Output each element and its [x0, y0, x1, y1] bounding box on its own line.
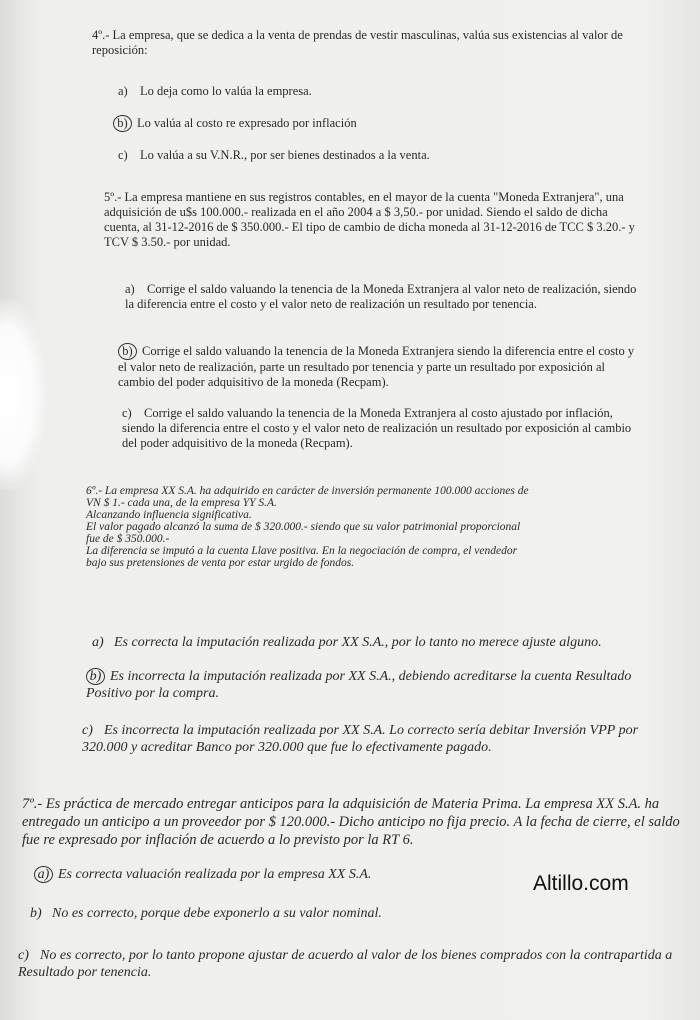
- question-6-option-c: [82, 722, 682, 756]
- question-6-line: La diferencia se imputó a la cuenta Llave positiva. En la negociación de compra, el vendedor: [86, 545, 518, 557]
- question-5-option-c: [122, 406, 642, 451]
- question-6-option-a: [92, 634, 672, 651]
- option-text: Lo deja como lo valúa la empresa.: [140, 84, 312, 98]
- question-6-line: bajo sus pretensiones de venta por estar urgido de fondos.: [86, 557, 355, 569]
- question-6-line: fue de $ 350.000.-: [86, 533, 170, 545]
- answer-circle-mark: b): [118, 343, 137, 360]
- option-text: Corrige el saldo valuando la tenencia de la Moneda Extranjera al valor neto de realización, siendo la diferencia entre el costo y el valor neto de realización un resultado por tenencia.: [125, 282, 637, 311]
- question-4-option-a: [118, 84, 618, 99]
- question-5-text: 5º.- La empresa mantiene en sus registros contables, en el mayor de la cuenta "Moneda Extranjera", una adquisición de u$s 100.000.- realizada en el año 2004 a $ 3,50.- por unidad. Siendo el saldo de dicha cuenta, al 31-12-2016 de $ 350.000.- El tipo de cambio de dicha moneda al 31-12-2016 de TCC $ 3.20.- y TCV $ 3.50.- por unidad.: [104, 190, 635, 249]
- question-4-option-c: [118, 148, 638, 163]
- option-text: Es correcta la imputación realizada por XX S.A., por lo tanto no merece ajuste alguno.: [114, 635, 602, 650]
- light-glare: [0, 300, 45, 490]
- answer-circle-mark: a): [34, 866, 53, 883]
- option-letter: c): [18, 948, 29, 963]
- question-4-text: 4º.- La empresa, que se dedica a la venta de prendas de vestir masculinas, valúa sus existencias al valor de reposición:: [92, 28, 623, 57]
- option-letter: c): [122, 406, 132, 420]
- option-letter: a): [118, 84, 128, 98]
- question-6: [86, 485, 656, 569]
- question-4: [92, 28, 637, 58]
- question-5: [104, 190, 639, 250]
- question-6-line: Alcanzando influencia significativa.: [86, 509, 252, 521]
- altillo-watermark: Altillo.com: [533, 872, 629, 895]
- question-7-text: 7º.- Es práctica de mercado entregar anticipos para la adquisición de Materia Prima. La empresa XX S.A. ha entregado un anticipo a un proveedor por $ 120.000.- Dicho anticipo no fija precio. A la fecha de cierre, el saldo fue re expresado por inflación de acuerdo a lo previsto por la RT 6.: [22, 796, 680, 848]
- question-6-option-b: [86, 668, 676, 702]
- answer-circle-mark: b): [86, 668, 105, 685]
- option-letter: c): [118, 148, 128, 162]
- question-7-option-a: [34, 866, 514, 883]
- option-text: Es incorrecta la imputación realizada por XX S.A. Lo correcto sería debitar Inversión VPP por 320.000 y acreditar Banco por 320.000 que fue lo efectivamente pagado.: [82, 723, 639, 755]
- question-6-line: El valor pagado alcanzó la suma de $ 320.000.- siendo que su valor patrimonial proporcional: [86, 521, 521, 533]
- question-7: [22, 795, 682, 849]
- option-letter: a): [125, 282, 135, 296]
- option-text: No es correcto, porque debe exponerlo a su valor nominal.: [52, 906, 382, 921]
- option-text: Corrige el saldo valuando la tenencia de la Moneda Extranjera siendo la diferencia entre el costo y el valor neto de realización, parte un resultado por tenencia y parte un resultado por exposición al cambio del poder adquisitivo de la moneda (Recpam).: [118, 344, 635, 389]
- option-letter: b): [30, 906, 42, 921]
- answer-circle-mark: b): [113, 115, 132, 132]
- question-7-option-b: [30, 905, 650, 922]
- option-text: No es correcto, por lo tanto propone ajustar de acuerdo al valor de los bienes comprados con la contrapartida a Resultado por tenencia.: [18, 948, 673, 980]
- question-5-option-a: [125, 282, 640, 312]
- option-letter: c): [82, 723, 93, 738]
- option-text: Corrige el saldo valuando la tenencia de la Moneda Extranjera al costo ajustado por inflación, siendo la diferencia entre el costo y el valor neto de realización un resultado por exposición al cambio del poder adquisitivo de la moneda (Recpam).: [122, 406, 632, 450]
- option-text: Lo valúa a su V.N.R., por ser bienes destinados a la venta.: [140, 148, 430, 162]
- question-7-option-c: [18, 947, 688, 981]
- question-5-option-b: [118, 343, 640, 390]
- question-4-option-b: [113, 115, 613, 132]
- question-6-line: 6º.- La empresa XX S.A. ha adquirido en carácter de inversión permanente 100.000 acciones de: [86, 485, 529, 497]
- option-letter: a): [92, 635, 104, 650]
- option-text: Es correcta valuación realizada por la empresa XX S.A.: [58, 867, 372, 882]
- option-text: Lo valúa al costo re expresado por inflación: [137, 116, 357, 130]
- option-text: Es incorrecta la imputación realizada por XX S.A., debiendo acreditarse la cuenta Resultado Positivo por la compra.: [86, 669, 632, 701]
- question-6-line: VN $ 1.- cada una, de la empresa YY S.A.: [86, 497, 277, 509]
